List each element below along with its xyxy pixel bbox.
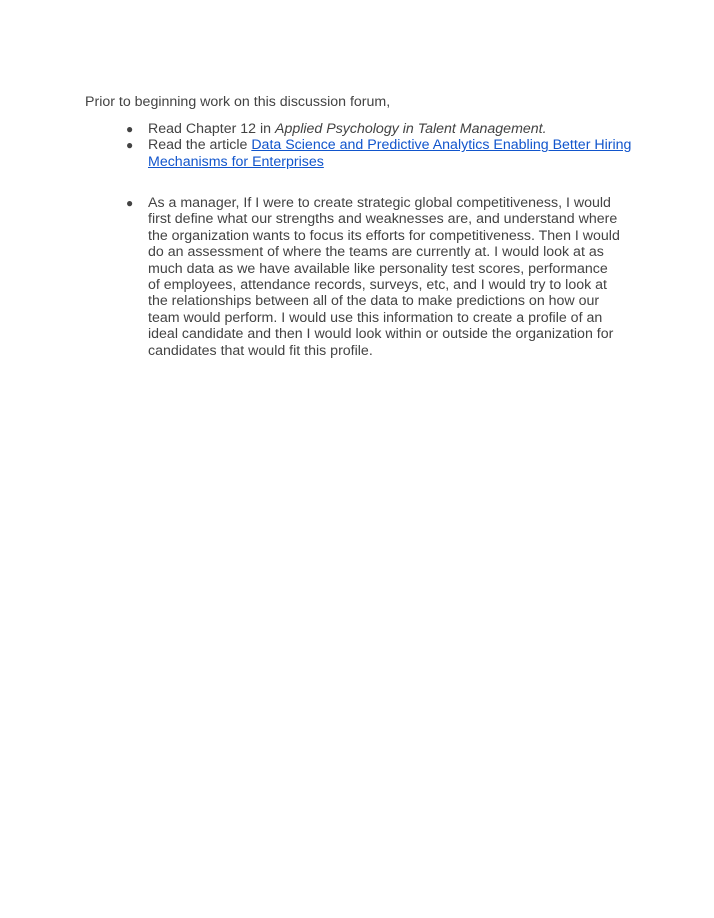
intro-text: Prior to beginning work on this discussion forum, (85, 94, 391, 110)
bullet-icon: ● (126, 122, 134, 136)
bullet-icon: ● (126, 196, 134, 210)
reading-list (0, 121, 632, 170)
response-item (0, 195, 628, 359)
response-list (0, 195, 628, 359)
reading-item-article (0, 137, 632, 170)
bullet-icon: ● (126, 138, 134, 153)
reading-item-chapter (0, 121, 628, 137)
reading-item-prefix: Read Chapter 12 in (148, 121, 275, 137)
reading-item-text (148, 137, 632, 170)
response-text: As a manager, If I were to create strategic global competitiveness, I would first define what our strengths and weaknesses are, and understand where the organization wants to focus its efforts for competitiveness. Then I would do an assessment of where the teams are currently at. I would look at as much data as we have available like personality test scores, performance of employees, attendance records, surveys, etc, and I would try to look at the relationships between all of the data to make predictions on how our team would perform. I would use this information to create a profile of an ideal candidate and then I would look within or outside the organization for candidates that would fit this profile. (148, 195, 620, 359)
reading-item-prefix: Read the article (148, 137, 252, 154)
book-title: Applied Psychology in Talent Management. (274, 121, 547, 137)
article-link[interactable]: Data Science and Predictive Analytics Enabling Better Hiring Mechanisms for Enterprises (148, 137, 632, 170)
reading-item-text (148, 121, 547, 137)
